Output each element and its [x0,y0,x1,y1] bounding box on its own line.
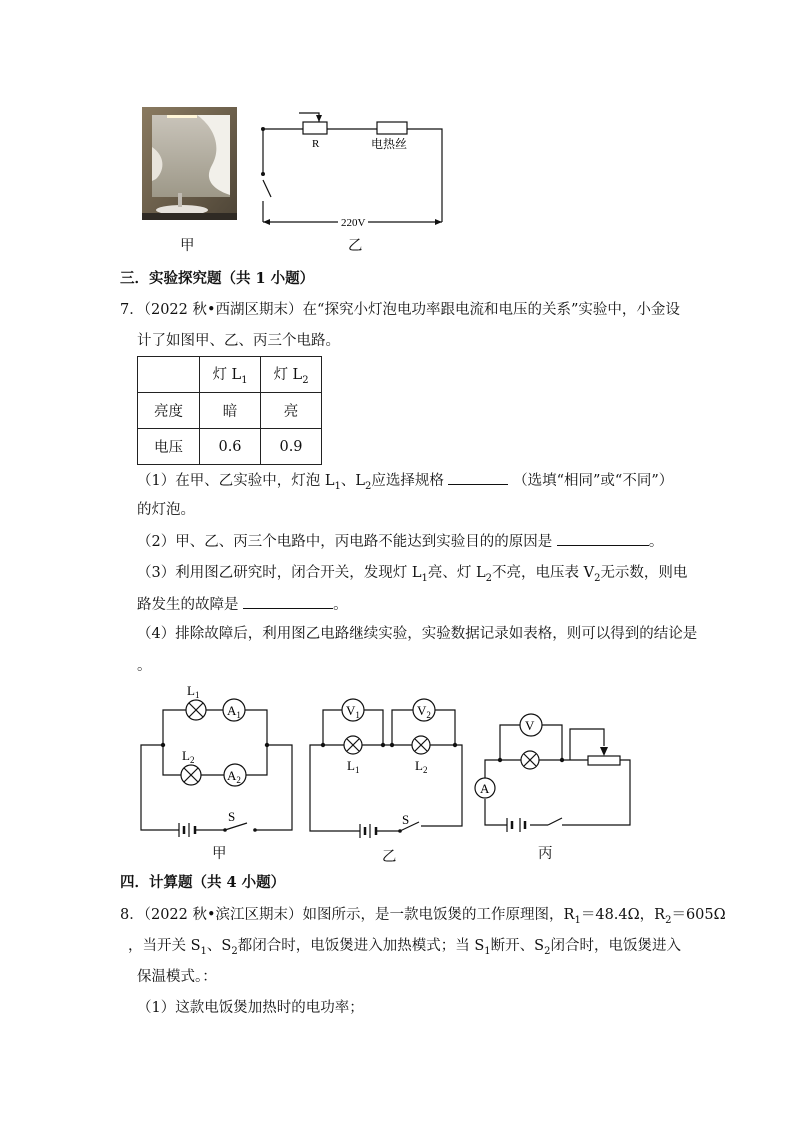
answer-blank[interactable] [243,594,333,609]
voltage-label: 220V [341,217,366,229]
heater-wire-label: 电热丝 [371,137,408,151]
mirror-photo [142,107,237,220]
table-cell: 电压 [138,429,200,465]
section4-title: 四．计算题（共 4 小题） [120,874,286,891]
lamp-L1-label: $L_1$ [347,758,360,775]
q7-part3: （3）利用图乙研究时，闭合开关，发现灯 $L_1$亮、灯 $L_2$不亮，电压表 $V_2$无示数，则电 [137,565,688,584]
table-cell: 0.6 [200,429,261,465]
q7-part4: （4）排除故障后，利用图乙电路继续实验，实验数据记录如表格，则可以得到的结论是 [137,626,698,642]
table-cell: 暗 [200,393,261,429]
q7-part1-line2: 的灯泡。 [137,502,195,518]
answer-blank[interactable] [448,470,508,485]
q8-line2: ，当开关 $S_1$、$S_2$都闭合时，电饭煲进入加热模式；当 $S_1$断开、$S_2$闭合时，电饭煲进入 [128,938,681,957]
q8-part1: （1）这款电饭煲加热时的电功率； [137,1000,364,1016]
circuit-yi-caption: 乙 [382,849,397,865]
lamp-L2-label: $L_2$ [415,758,428,775]
ammeter-A-label: A [480,781,490,796]
table-cell: 灯 $L_1$ [200,357,261,393]
voltmeter-V2-label: $V_2$ [417,703,431,720]
fig6-label-yi: 乙 [348,238,363,254]
voltmeter-V1-label: $V_1$ [346,703,360,720]
fig6-label-jia: 甲 [180,238,195,254]
heater-circuit-diagram [250,105,450,233]
table-row [138,429,322,465]
table-cell [138,357,200,393]
switch-S-label: S [402,812,410,827]
table-cell: 亮度 [138,393,200,429]
q7-data-table [137,356,322,465]
switch-S-label: S [228,809,236,824]
rheostat-label: R [312,138,320,150]
q7-part3-line2: 路发生的故障是 。 [137,594,348,615]
table-cell: 亮 [261,393,322,429]
table-row [138,357,322,393]
circuit-yi [305,690,470,840]
answer-blank[interactable] [557,531,649,546]
q8-line1: 8．（2022 秋•滨江区期末）如图所示，是一款电饭煲的工作原理图，$R_1=48.4\Omega$，$R_2=605\Omega$ [120,907,726,926]
q8-line3: 保温模式。： [137,969,217,985]
q7-line2: 计了如图甲、乙、丙三个电路。 [137,333,340,349]
q7-part2: （2）甲、乙、丙三个电路中，丙电路不能达到实验目的的原因是 。 [137,531,663,552]
circuit-bing-caption: 丙 [538,846,553,862]
lamp-L1-label: $L_1$ [187,683,200,700]
table-row [138,393,322,429]
q7-part4-line2: 。 [137,658,152,674]
q7-part1: （1）在甲、乙实验中，灯泡 $L_1$、$L_2$应选择规格 （选填“相同”或“不同”） [137,470,673,497]
ammeter-A2-label: $A_2$ [227,768,241,785]
q7-line1: 7．（2022 秋•西湖区期末）在“探究小灯泡电功率跟电流和电压的关系”实验中，小金设 [120,302,680,318]
table-cell: 0.9 [261,429,322,465]
voltmeter-V-label: V [525,718,535,733]
table-cell: 灯 $L_2$ [261,357,322,393]
circuit-jia [135,680,300,840]
section3-title: 三．实验探究题（共 1 小题） [120,270,315,287]
ammeter-A1-label: $A_1$ [227,703,241,720]
circuit-jia-caption: 甲 [212,846,227,862]
circuit-bing [470,705,635,835]
lamp-L2-label: $L_2$ [182,748,195,765]
